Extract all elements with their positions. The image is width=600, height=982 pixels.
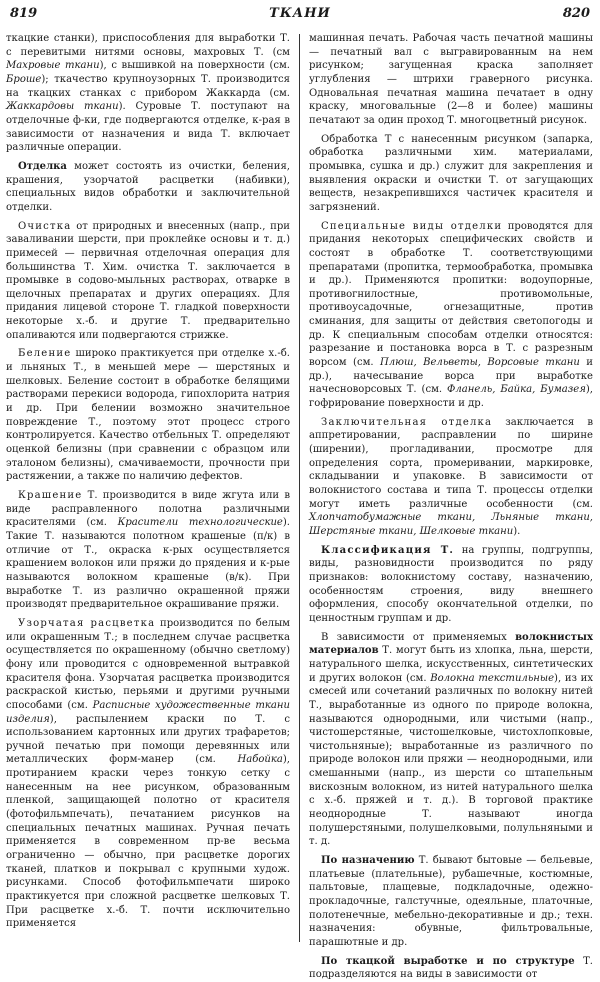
page-header [6,6,594,26]
emphasis-run: Волокна текстильные [430,672,555,684]
text-run: от природных и внесенных (напр., при заваливании шерсти, при проклейке основы и т. д.) примесей — первичная отделочная операция для большинства Т. Хим. очистка Т. заключается в промывке в содово-мыльных растворах, отварке в щелочных препаратах и других операциях. Для придания лицевой стороне Т. гладкой поверхности некоторые х.-б. и другие Т. предварительно опаливаются или подвергаются стрижке. [6,220,290,341]
column-divider [299,34,300,942]
left-column [6,32,290,944]
text-run: проводятся для придания некоторых специфических свойств и состоят в обработке Т. соответствующими препаратами (пропитка, термообработка, промывка и др.). Применяются пропитки: водоупорные, противогнилостные, противомольные, противоусадочные, огнезащитные, против сминания, для защиты от действия светопогоды и др. К специальным способам отделки относятся: разрезание и постановка ворса в Т. с разрезным ворсом (см. [309,220,593,369]
paragraph [6,347,290,484]
text-run: ), с вышивкой на поверхности (см. [99,60,291,72]
text-run: ). [513,525,521,537]
right-column [309,32,594,981]
emphasis-run: Броше [6,73,42,85]
paragraph [309,416,593,539]
paragraph [309,32,593,128]
text-run: ), протиранием краски через тонкую сетку с нанесенным на нее рисунком, образованным пленкой, защищающей полотно от красителя (фотофильмпечать), печатанием рисунков на специальных печатных машинах. Ручная печать применяется в современном пр-ве весьма ограниченно — обычно, при расцветке дорогих тканей, платков и покрывал с крупными худож. рисунками. Способ фотофильмпечати широко практикуется при сложной расцветке шелковых Т. При расцветке х.-б. Т. почти исключительно применяется [6,754,290,930]
text-run: может состоять из очистки, беления, крашения, узорчатой расцветки (набивки), специальных видов обработки и заключительной отделки. [6,160,290,213]
paragraph [6,220,290,343]
emphasis-run: Классификация Т. [321,544,455,556]
paragraph [309,631,593,850]
emphasis-run: Красители технологические [117,517,283,529]
emphasis-run: Плюш, Вельветы, Ворсовые ткани [379,357,580,369]
right-page-number: 820 [562,6,590,21]
text-run: Т. бывают бытовые — бельевые, платьевые (плательные), рубашечные, костюмные, пальтовые, плащевые, подкладочные, одежно-прокладочные, галстучные, одеяльные, платочные, полотенечные, мебельно-декоративные и др.; техн. назначения: обувные, фильтровальные, парашютные и др. [309,855,593,948]
text-run: ), распылением краски по Т. с использованием картонных или других трафаретов; ручной печатью при помощи деревянных или металлических форм-манер (см. [6,713,290,766]
emphasis-run: волокнистых материалов [309,631,593,657]
paragraph [309,544,593,626]
emphasis-run: Отделка [18,160,67,172]
paragraph [309,133,593,215]
paragraph [6,617,290,931]
emphasis-run: Узорчатая расцветка [18,617,156,629]
text-run: Обработка Т с нанесенным рисунком (запарка, обработка различными хим. материалами, промывка, сушка и др.) служит для закрепления и выявления окраски и очистки Т. от загущающих веществ, незакрепившихся частичек красителя и загрязнений. [309,133,593,213]
emphasis-run: По ткацкой выработке и по структуре [321,955,575,967]
text-run: ткацкие станки), приспособления для выработки Т. с перевитыми нитями основы, махровых Т. (см [6,33,290,58]
paragraph [6,160,290,215]
emphasis-run: Заключительная отделка [321,416,493,428]
text-run: Т. могут быть из хлопка, льна, шерсти, натурального шелка, искусственных, синтетических и других волокон (см. [309,645,593,684]
paragraph [309,854,593,950]
text-run: ), гофрирование поверхности и др. [309,384,594,410]
text-run: производится по белым или окрашенным Т.; в последнем случае расцветка осуществляется по окрашенному (обычно светлому) фону или проводится с одновременной вытравкой красителя фона. Узорчатая расцветка производится раскраской кистью, перьями и другими ручными способами (см. [6,617,291,711]
emphasis-run: По назначению [321,855,415,867]
text-run: широко практикуется при отделке х.-б. и льняных Т., в меньшей мере — шерстяных и шелковых. Беление состоит в обработке белящими растворами перекиси водорода, гипохлорита натрия и др. При белении возможно значительное повреждение Т., поэтому этот процесс строго контролируется. Качество отбельных Т. определяют оценкой белизны (при сравнении с образцом или эталоном белизны), смачиваемости, прочности при растяжении, а также по наличию дефектов. [6,348,290,483]
text-run: ), из их смесей или сочетаний различных по волокну нитей Т., выработанные из одного по природе волокна, называются однородными, или чистыми (напр., чистошерстяные, чистошелковые, чистохлопковые, чистольняные); выработанные из различного по природе волокон или пряжи — неоднородными, или смешанными (напр., из шерсти со штапельным вискозным волокном, из нитей натурального шелка с х.-б. пряжей и т. д.). В торговой практике неоднородные Т. называют иногда полушерстяными, полушелковыми, полульняными и т. д. [309,672,594,848]
paragraph [6,32,290,155]
text-run: Т. производится в виде жгута или в виде расправленного полотна различными красителями (см. [6,490,290,529]
emphasis-run: Крашение [18,490,83,501]
text-run: ). Такие Т. называются полотном крашеные (п/к) в отличие от Т., окраска к-рых осуществляется крашением волокон или пряжи до прядения и к-рые называются волокном крашеные (в/к). При выработке Т. из различно окрашенной пряжи производят предварительное окрашивание пряжи. [6,517,291,611]
running-title: ТКАНИ [269,6,331,21]
text-run: ); ткачество крупноузорных Т. производится на ткацких станках с прибором Жаккарда (см. [6,73,290,99]
emphasis-run: Расписные художественные ткани изделия [6,699,290,725]
emphasis-run: Жаккардовы ткани [6,101,119,113]
paragraph [309,220,593,411]
text-run: и др.), начесывание ворса при выработке начесноворсовых Т. (см. [309,357,593,396]
text-run: В зависимости от применяемых [321,631,516,643]
text-run: ). Суровые Т. поступают на отделочные ф-ки, где подвергаются отделке, к-рая в зависимости от назначения и вида Т. включает различные операции. [6,101,290,154]
paragraph [309,955,593,982]
emphasis-run: Фланель, Байка, Бумазея [447,384,586,396]
emphasis-run: Хлопчатобумажные ткани, Льняные ткани, Шерстяные ткани, Шелковые ткани [309,512,593,537]
paragraph [6,489,290,612]
emphasis-run: Очистка [18,220,72,232]
emphasis-run: Набойка [237,754,283,766]
emphasis-run: Беление [18,348,72,360]
text-run: Т. подразделяются на виды в зависимости от [309,955,593,981]
text-run: на группы, подгруппы, виды, разновидности производится по ряду признаков: волокнистому составу, назначению, особенностям строения, виду внешнего оформления, способу окончательной отделки, по ценностным группам и др. [309,544,593,624]
text-run: заключается в аппретировании, расправлении по ширине (ширении), прогладивании, просмотре для определения сорта, промеривании, маркировке, складывании и упаковке. В зависимости от волокнистого состава и типа Т. процессы отделки могут иметь различные особенности (см. [309,416,593,510]
emphasis-run: Специальные виды отделки [321,220,503,232]
left-page-number: 819 [10,6,38,21]
emphasis-run: Махровые ткани [6,60,100,72]
text-run: машинная печать. Рабочая часть печатной машины — печатный вал с выгравированным на нем рисунком; загущенная краска заполняет углубления — штрихи граверного рисунка. Одновальная печатная машина печатает в одну краску, многовальные (2—8 и более) машины печатают за один проход Т. многоцветный рисунок. [309,33,593,126]
